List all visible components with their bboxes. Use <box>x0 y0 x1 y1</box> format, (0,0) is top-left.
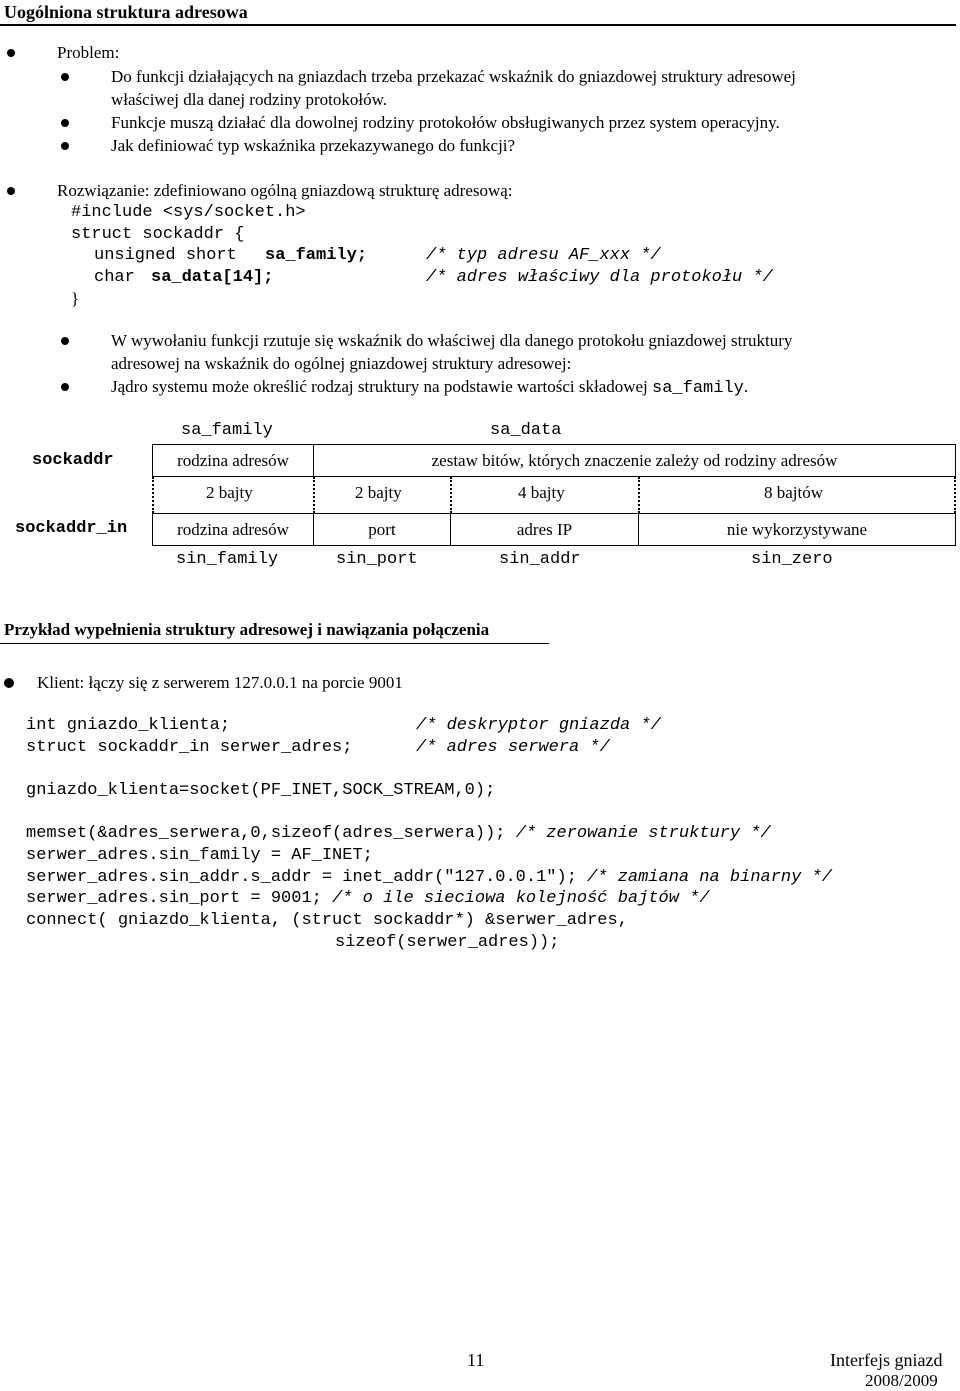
size-label: 8 bajtów <box>764 483 824 502</box>
code-include: #include <sys/socket.h> <box>71 203 306 222</box>
note-text-continuation: adresowej na wskaźnik do ogólnej gniazdowej struktury adresowej: <box>111 354 572 373</box>
page-number: 11 <box>467 1350 485 1370</box>
byte-separator <box>638 477 640 513</box>
inline-code: sa_family <box>652 379 744 398</box>
field-label-sin-addr: sin_addr <box>499 550 581 569</box>
sockaddr-cell-data: zestaw bitów, których znaczenie zależy od rodziny adresów <box>313 444 956 477</box>
code-comment: /* adres serwera */ <box>416 738 610 757</box>
code-field-sa-family: sa_family; <box>265 246 368 265</box>
problem-item: Funkcje muszą działać dla dowolnej rodziny protokołów obsługiwanych przez system operacyjny. <box>111 113 780 132</box>
code-line-type: unsigned short <box>94 246 248 265</box>
header-rule <box>0 24 956 26</box>
code-line: memset(&adres_serwera,0,sizeof(adres_serwera)); /* zerowanie struktury */ <box>26 824 771 843</box>
struct-label-sockaddr-in: sockaddr_in <box>15 519 128 538</box>
code-line: connect( gniazdo_klienta, (struct sockaddr*) &serwer_adres, <box>26 911 628 930</box>
sockaddr-in-cell-family: rodzina adresów <box>152 513 314 546</box>
sockaddr-cell-family: rodzina adresów <box>152 444 314 477</box>
struct-label-sockaddr: sockaddr <box>32 451 114 470</box>
code-line: serwer_adres.sin_family = AF_INET; <box>26 846 373 865</box>
bullet <box>61 119 69 127</box>
field-label-sin-port: sin_port <box>336 550 418 569</box>
code-comment: /* adres właściwy dla protokołu */ <box>426 268 773 287</box>
byte-separator <box>450 477 452 513</box>
code-line: serwer_adres.sin_port = 9001; /* o ile sieciowa kolejność bajtów */ <box>26 889 710 908</box>
code-struct: struct sockaddr { <box>71 225 245 244</box>
solution-label: Rozwiązanie: zdefiniowano ogólną gniazdową strukturę adresową: <box>57 181 513 200</box>
field-label-sa-family: sa_family <box>181 421 273 440</box>
problem-item: Do funkcji działających na gniazdach trzeba przekazać wskaźnik do gniazdowej struktury adresowej <box>111 67 796 86</box>
code-comment: /* zerowanie struktury */ <box>515 824 771 843</box>
problem-item: Jak definiować typ wskaźnika przekazywanego do funkcji? <box>111 136 516 155</box>
code-line-type: char <box>94 268 146 287</box>
bullet <box>7 49 15 57</box>
section-title: Przykład wypełnienia struktury adresowej i nawiązania połączenia <box>4 620 490 639</box>
code-field-sa-data: sa_data[14]; <box>151 268 274 287</box>
bullet <box>61 73 69 81</box>
bullet <box>61 337 69 345</box>
byte-separator <box>152 477 154 513</box>
code-comment: /* o ile sieciowa kolejność bajtów */ <box>332 889 710 908</box>
code-comment: /* zamiana na binarny */ <box>587 868 832 887</box>
code-line: int gniazdo_klienta; <box>26 716 231 735</box>
bullet <box>7 187 15 195</box>
field-label-sin-zero: sin_zero <box>751 550 833 569</box>
bullet <box>61 142 69 150</box>
footer-year: 2008/2009 <box>865 1371 938 1390</box>
sockaddr-in-cell-port: port <box>313 513 451 546</box>
size-label: 2 bajty <box>355 483 402 502</box>
code-line: gniazdo_klienta=socket(PF_INET,SOCK_STREAM,0); <box>26 781 496 800</box>
size-label: 4 bajty <box>518 483 565 502</box>
problem-label: Problem: <box>57 43 120 62</box>
code-line: sizeof(serwer_adres)); <box>335 933 560 952</box>
note-text: W wywołaniu funkcji rzutuje się wskaźnik do właściwej dla danego protokołu gniazdowej struktury <box>111 331 793 350</box>
bullet <box>4 678 14 688</box>
code-close: } <box>71 289 80 308</box>
bullet <box>61 383 69 391</box>
byte-separator <box>954 477 956 513</box>
problem-item-continuation: właściwej dla danej rodziny protokołów. <box>111 90 388 109</box>
code-line: struct sockaddr_in serwer_adres; <box>26 738 353 757</box>
client-description: Klient: łączy się z serwerem 127.0.0.1 na porcie 9001 <box>37 673 403 692</box>
sockaddr-in-cell-zero: nie wykorzystywane <box>638 513 956 546</box>
code-comment: /* deskryptor gniazda */ <box>416 716 661 735</box>
section-title-underline <box>0 643 549 644</box>
size-label: 2 bajty <box>206 483 253 502</box>
field-label-sa-data: sa_data <box>490 421 562 440</box>
byte-separator <box>313 477 315 513</box>
code-line: serwer_adres.sin_addr.s_addr = inet_addr("127.0.0.1"); /* zamiana na binarny */ <box>26 868 832 887</box>
note-text: Jądro systemu może określić rodzaj struktury na podstawie wartości składowej sa_family. <box>111 377 749 398</box>
footer-title: Interfejs gniazd <box>830 1350 943 1370</box>
sockaddr-in-cell-addr: adres IP <box>450 513 639 546</box>
code-comment: /* typ adresu AF_xxx */ <box>426 246 661 265</box>
page-title: Uogólniona struktura adresowa <box>4 2 248 22</box>
field-label-sin-family: sin_family <box>176 550 279 569</box>
